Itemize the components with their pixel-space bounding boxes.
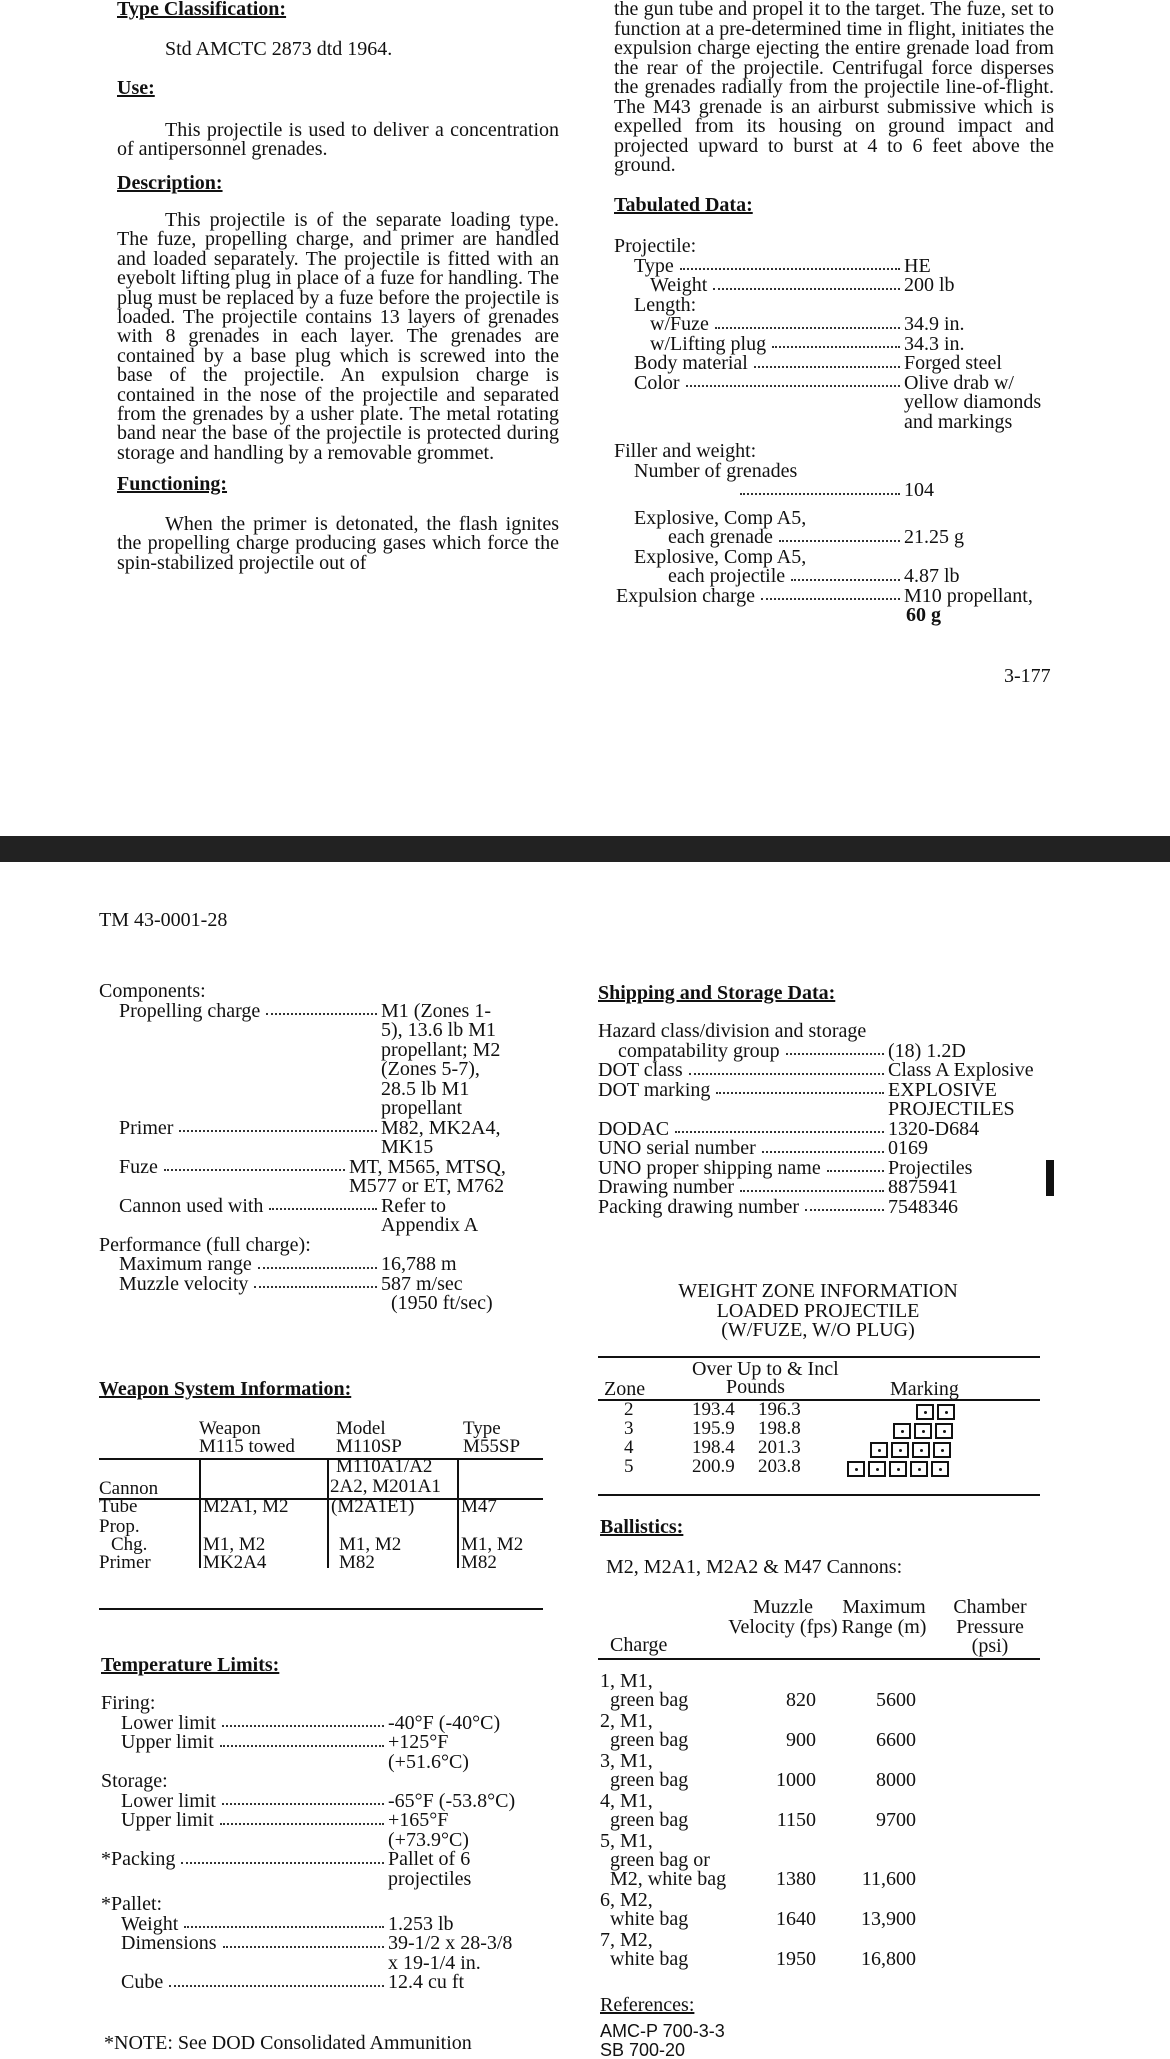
bal-charge: 3, M1, — [600, 1750, 653, 1772]
wz-zone: 5 — [624, 1456, 634, 1477]
fl-key: Lower limit — [121, 1711, 216, 1734]
wsi-row-prop: Prop. — [99, 1516, 140, 1537]
pd-value: 39-1/2 x 28-3/8 x 19-1/4 in. — [388, 1932, 513, 1974]
wsi-r1-c2: (M2A1E1) — [331, 1496, 415, 1517]
page-number: 3-177 — [1004, 665, 1051, 687]
functioning-continued-text: the gun tube and propel it to the target. The fuze, set to function at a pre-determined time in flight, initiates the expulsion charge ejecting the entire grenade load from the rear of the projectile. Centrifugal force disperses the grenades radially from the projectile line-of-flight. The M43 grenade is an airburst submissive which is expelled from its housing on ground impact and projected upward to burst at 4 to 6 feet above the ground. — [614, 0, 1054, 176]
temperature-section — [101, 1694, 516, 1993]
color-value: Olive drab w/ yellow diamonds and markings — [904, 371, 1042, 433]
ballistics-subheading: M2, M2A1, M2A2 & M47 Cannons: — [606, 1556, 903, 1578]
marking-square-icon — [933, 1442, 951, 1458]
pw-key: Weight — [121, 1912, 179, 1935]
wz-upto: 203.8 — [758, 1456, 801, 1477]
sl-key: Lower limit — [121, 1789, 216, 1812]
expl1-value: 21.25 g — [904, 526, 964, 548]
wz-marking — [847, 1458, 952, 1477]
expul-value-2: 60 g — [906, 604, 941, 626]
wsi-r2-c2: M1, M2 — [339, 1534, 402, 1555]
prop-value: M1 (Zones 1-5), 13.6 lb M1 propellant; M2 (Zones 5-7), 28.5 lb M1 propellant — [381, 999, 501, 1119]
wsi-header-model-3: M110A1/A2 — [336, 1456, 433, 1477]
fu-value: +125°F (+51.6°C) — [388, 1731, 469, 1773]
functioning-heading: Functioning: — [117, 473, 228, 496]
wz-row — [598, 1419, 1040, 1438]
marking-square-icon — [937, 1404, 955, 1420]
muz-value-2: (1950 ft/sec) — [391, 1292, 493, 1314]
bal-header-cp-text: Chamber Pressure (psi) — [953, 1596, 1027, 1657]
fu-key: Upper limit — [121, 1731, 214, 1753]
hazard-label: Hazard class/division and storage — [598, 1020, 867, 1042]
references-section — [600, 1996, 725, 2059]
bal-header-mv-text: Muzzle Velocity (fps) — [728, 1596, 838, 1638]
expl2-value: 4.87 lb — [904, 565, 960, 587]
bal-charge: M2, white bag — [610, 1868, 727, 1890]
primer-value: M82, MK2A4, MK15 — [381, 1116, 501, 1158]
wz-title-2: LOADED PROJECTILE — [716, 1299, 920, 1322]
margin-bar — [1046, 1160, 1054, 1196]
weapon-system-heading: Weapon System Information: — [99, 1378, 352, 1400]
wz-header-over: Over Up to & Incl — [692, 1358, 839, 1380]
wz-marking — [916, 1401, 958, 1420]
bal-charge: 5, M1, — [600, 1830, 653, 1852]
marking-square-icon — [889, 1461, 907, 1477]
right-column — [614, 0, 1054, 626]
tabulated-data-heading: Tabulated Data: — [614, 193, 753, 216]
numgren-key: Number of grenades — [634, 459, 798, 482]
bal-charge: 6, M2, — [600, 1889, 653, 1911]
color-key: Color — [634, 371, 680, 394]
dodac-key: DODAC — [598, 1117, 670, 1140]
marking-square-icon — [931, 1461, 949, 1477]
weight-value: 200 lb — [904, 274, 955, 296]
unop-value: Projectiles — [888, 1156, 973, 1179]
unop-key: UNO proper shipping name — [598, 1156, 821, 1179]
bal-header-mr-text: Maximum Range (m) — [841, 1596, 927, 1638]
bal-charge: 2, M1, — [600, 1710, 653, 1732]
wz-header-zone: Zone — [604, 1378, 646, 1400]
draw-key: Drawing number — [598, 1176, 735, 1198]
bal-mv: 1380 — [776, 1868, 816, 1890]
wsi-header-type-2: M55SP — [463, 1436, 521, 1457]
bal-mr: 5600 — [876, 1689, 916, 1711]
dot-key: DOT class — [598, 1059, 683, 1081]
bal-mv: 1640 — [776, 1908, 816, 1930]
bal-header-mr — [834, 1598, 934, 1637]
wsi-row-chg: Chg. — [111, 1534, 148, 1555]
bal-charge: green bag — [610, 1729, 689, 1751]
bal-charge: green bag — [610, 1809, 689, 1831]
expl2-key: Explosive, Comp A5, — [634, 545, 807, 568]
marking-square-icon — [893, 1423, 911, 1439]
projectile-label: Projectile: — [614, 235, 697, 257]
bal-mr: 13,900 — [861, 1908, 916, 1930]
wz-zone: 4 — [624, 1437, 634, 1458]
wsi-row-tube: Tube — [99, 1496, 138, 1517]
wz-zone: 2 — [624, 1399, 634, 1420]
bal-mv: 1150 — [776, 1809, 816, 1831]
marking-square-icon — [935, 1423, 953, 1439]
bal-charge: 1, M1, — [600, 1670, 653, 1692]
marking-square-icon — [847, 1461, 865, 1477]
dotm-key: DOT marking — [598, 1078, 711, 1101]
bal-charge: 4, M1, — [600, 1790, 653, 1812]
description-text: This projectile is of the separate loading type. The fuze, propelling charge, and primer are handled and loaded separately. The projectile is fitted with an eyebolt lifting plug in place of a fuze for handling. The plug must be replaced by a fuze before the projectile is loaded. The projectile contains 13 layers of grenades with 8 grenades in each layer. The grenades are contained by a base plug which is screwed into the base of the projectile. An expulsion charge is contained in the nose of the projectile and separated from the grenades by a usher plate. The metal rotating band near the base of the projectile is protected during storage and handling by a removable grommet. — [117, 209, 559, 464]
bal-charge: white bag — [610, 1948, 689, 1970]
sl-value: -65°F (-53.8°C) — [388, 1789, 516, 1812]
dotm-value: EXPLOSIVE PROJECTILES — [888, 1078, 1015, 1120]
wsi-r2-c1: M1, M2 — [203, 1534, 266, 1555]
wsi-r3-c2: M82 — [339, 1552, 375, 1573]
expl1-key: Explosive, Comp A5, — [634, 506, 807, 529]
wz-over: 198.4 — [692, 1437, 735, 1458]
components-section — [99, 982, 509, 1314]
bal-mv: 820 — [786, 1689, 816, 1711]
bal-mv: 1000 — [776, 1769, 816, 1791]
type-classification-text: Std AMCTC 2873 dtd 1964. — [165, 37, 393, 60]
bal-charge: 7, M2, — [600, 1929, 653, 1951]
marking-square-icon — [912, 1442, 930, 1458]
pdraw-value: 7548346 — [888, 1195, 958, 1218]
wsi-header-model-2: M110SP — [336, 1436, 402, 1457]
bal-mr: 11,600 — [861, 1868, 916, 1890]
bal-mr: 9700 — [876, 1809, 916, 1831]
pc-key: Cube — [121, 1971, 164, 1993]
firing-label: Firing: — [101, 1692, 156, 1714]
filler-label: Filler and weight: — [614, 440, 757, 462]
bal-header-charge: Charge — [610, 1634, 668, 1656]
pallet-label: *Pallet: — [101, 1893, 163, 1915]
wz-over: 193.4 — [692, 1399, 735, 1420]
wz-title-3: (W/FUZE, W/O PLUG) — [721, 1319, 915, 1341]
wz-header-marking: Marking — [890, 1378, 959, 1400]
functioning-text: When the primer is detonated, the flash ignites the propelling charge producing gases which force the spin-stabilized projectile out of — [117, 512, 559, 574]
wsi-r3-c1: MK2A4 — [203, 1552, 267, 1573]
weight-key: Weight — [650, 274, 708, 296]
wz-over: 200.9 — [692, 1456, 735, 1477]
shipping-heading: Shipping and Storage Data: — [598, 982, 836, 1004]
wsi-r1-c1: M2A1, M2 — [203, 1496, 289, 1517]
uno-key: UNO serial number — [598, 1137, 756, 1159]
type-classification-heading: Type Classification: — [117, 0, 287, 20]
weight-zone-title — [598, 1282, 1038, 1341]
pack-key: *Packing — [101, 1848, 176, 1870]
pack-value: Pallet of 6 projectiles — [388, 1848, 472, 1890]
maxr-key: Maximum range — [119, 1253, 252, 1275]
use-heading: Use: — [117, 77, 155, 99]
components-label: Components: — [99, 980, 206, 1002]
pd-key: Dimensions — [121, 1932, 217, 1954]
bal-charge: white bag — [610, 1908, 689, 1930]
wsi-row-primer: Primer — [99, 1552, 151, 1573]
bal-header-mv — [728, 1598, 838, 1637]
muz-key: Muzzle velocity — [119, 1272, 249, 1295]
maxr-value: 16,788 m — [381, 1253, 457, 1275]
marking-square-icon — [914, 1423, 932, 1439]
wz-over: 195.9 — [692, 1418, 735, 1439]
wz-marking — [870, 1439, 954, 1458]
wsi-header-model-4: 2A2, M201A1 — [330, 1476, 441, 1497]
wz-title-1: WEIGHT ZONE INFORMATION — [678, 1280, 958, 1302]
page-separator — [0, 836, 1170, 862]
cannon-key: Cannon used with — [119, 1194, 264, 1217]
bal-mv: 900 — [786, 1729, 816, 1751]
marking-square-icon — [910, 1461, 928, 1477]
body-key: Body material — [634, 352, 748, 374]
wz-zone: 3 — [624, 1418, 634, 1439]
type-value: HE — [904, 254, 931, 277]
wsi-r2-c3: M1, M2 — [461, 1534, 524, 1555]
wsi-header-weapon-2: M115 towed — [199, 1436, 295, 1457]
temperature-heading: Temperature Limits: — [101, 1654, 280, 1676]
wsi-header-type: Type — [463, 1418, 501, 1439]
dot-value: Class A Explosive — [888, 1059, 1034, 1081]
wz-row — [598, 1457, 1040, 1476]
marking-square-icon — [916, 1404, 934, 1420]
tabulated-data — [614, 237, 1054, 626]
wlift-key: w/Lifting plug — [650, 332, 767, 355]
description-heading: Description: — [117, 171, 223, 194]
shipping-section — [598, 1022, 1038, 1217]
compat-value: (18) 1.2D — [888, 1039, 966, 1062]
muz-value: 587 m/sec — [381, 1272, 463, 1295]
bal-charge: green bag — [610, 1689, 689, 1711]
left-column — [117, 0, 559, 573]
performance-label: Performance (full charge): — [99, 1233, 311, 1256]
reference-2: SB 700-20 — [600, 2040, 686, 2059]
bal-mv: 1950 — [776, 1948, 816, 1970]
ballistics-table — [598, 1596, 1042, 1986]
cannon-value: Refer to Appendix A — [381, 1194, 479, 1236]
wsi-header-weapon: Weapon — [199, 1418, 261, 1439]
wz-header-pounds: Pounds — [726, 1376, 785, 1398]
body-value: Forged steel — [904, 352, 1002, 374]
weight-zone-table — [598, 1354, 1040, 1496]
wz-upto: 196.3 — [758, 1399, 801, 1420]
wsi-r3-c3: M82 — [461, 1552, 497, 1573]
dodac-value: 1320-D684 — [888, 1117, 980, 1140]
fl-value: -40°F (-40°C) — [388, 1711, 501, 1734]
references-heading: References: — [600, 1994, 695, 2016]
wz-upto: 201.3 — [758, 1437, 801, 1458]
bal-mr: 6600 — [876, 1729, 916, 1751]
draw-value: 8875941 — [888, 1176, 958, 1198]
length-label: Length: — [634, 293, 697, 316]
prop-key: Propelling charge — [119, 999, 261, 1022]
expul-value: M10 propellant, — [904, 584, 1033, 607]
reference-1: AMC-P 700-3-3 — [600, 2020, 725, 2041]
pc-value: 12.4 cu ft — [388, 1971, 465, 1993]
pdraw-key: Packing drawing number — [598, 1195, 800, 1218]
bal-mr: 16,800 — [861, 1948, 916, 1970]
wz-marking — [893, 1420, 956, 1439]
running-header: TM 43-0001-28 — [99, 909, 228, 931]
type-key: Type — [634, 254, 674, 277]
ballistics-heading: Ballistics: — [600, 1516, 684, 1538]
top-page — [0, 0, 1170, 836]
marking-square-icon — [868, 1461, 886, 1477]
su-value: +165°F (+73.9°C) — [388, 1809, 469, 1851]
numgren-value: 104 — [904, 479, 934, 501]
note-text: *NOTE: See DOD Consolidated Ammunition — [104, 2032, 472, 2054]
wfuze-key: w/Fuze — [650, 313, 709, 335]
primer-key: Primer — [119, 1116, 174, 1139]
pw-value: 1.253 lb — [388, 1912, 454, 1935]
expl1b-key: each grenade — [668, 526, 773, 548]
bal-mr: 8000 — [876, 1769, 916, 1791]
expul-key: Expulsion charge — [616, 584, 756, 607]
compat-key: compatability group — [618, 1039, 780, 1062]
expl2b-key: each projectile — [668, 565, 786, 587]
wz-upto: 198.8 — [758, 1418, 801, 1439]
bal-charge: green bag — [610, 1769, 689, 1791]
wz-row — [598, 1400, 1040, 1419]
wfuze-value: 34.9 in. — [904, 313, 965, 335]
uno-value: 0169 — [888, 1137, 928, 1159]
wsi-row-cannon: Cannon — [99, 1478, 159, 1499]
bal-header-cp — [938, 1598, 1042, 1657]
fuze-key: Fuze — [119, 1155, 158, 1178]
bal-charge: green bag or — [610, 1849, 710, 1871]
fuze-value: MT, M565, MTSQ, M577 or ET, M762 — [349, 1155, 506, 1197]
wsi-header-model: Model — [336, 1418, 386, 1439]
wz-row — [598, 1438, 1040, 1457]
marking-square-icon — [891, 1442, 909, 1458]
use-text: This projectile is used to deliver a concentration of antipersonnel grenades. — [117, 118, 559, 160]
wlift-value: 34.3 in. — [904, 332, 965, 355]
storage-label: Storage: — [101, 1770, 168, 1792]
weapon-system-table — [99, 1418, 543, 1610]
su-key: Upper limit — [121, 1809, 214, 1831]
wsi-r1-c3: M47 — [461, 1496, 497, 1517]
marking-square-icon — [870, 1442, 888, 1458]
